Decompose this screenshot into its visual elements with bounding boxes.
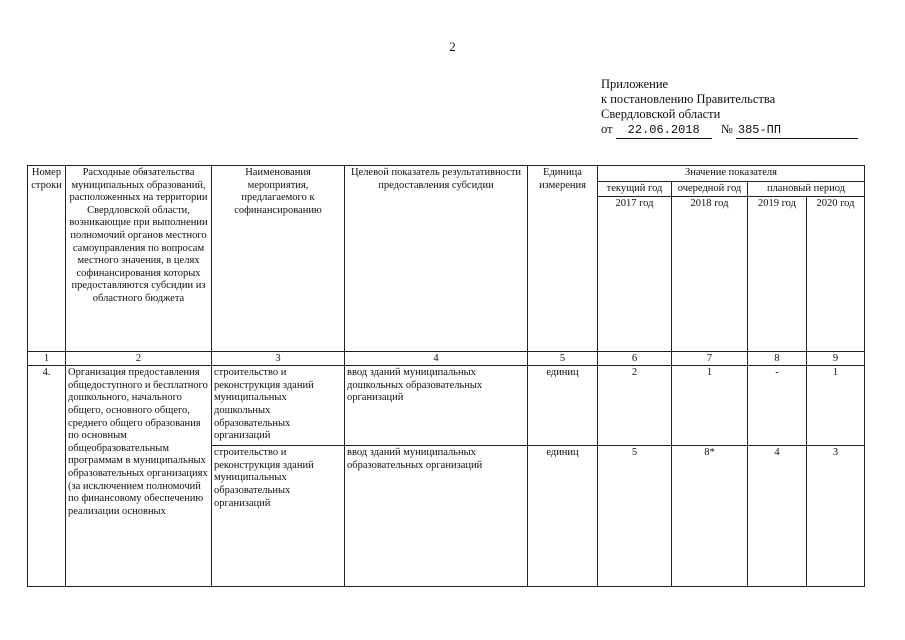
value-2018: 8* — [672, 446, 748, 587]
value-2018: 1 — [672, 366, 748, 446]
appendix-title: Приложение — [601, 77, 669, 91]
from-label: от — [601, 122, 613, 136]
table-row — [28, 366, 865, 446]
col-number: 4 — [345, 352, 528, 366]
appendix-date: 22.06.2018 — [616, 123, 712, 139]
col-number: 1 — [28, 352, 66, 366]
target-indicator: ввод зданий муниципальных образовательных организаций — [345, 446, 528, 587]
col-number: 7 — [672, 352, 748, 366]
header-plan-period: плановый период — [748, 181, 865, 197]
appendix-resolution: к постановлению Правительства — [601, 92, 776, 106]
page-number: 2 — [449, 39, 456, 54]
event-name: строительство и реконструкция зданий муниципальных дошкольных образовательных организаций — [212, 366, 345, 446]
col-number: 9 — [807, 352, 865, 366]
col-number: 2 — [66, 352, 212, 366]
header-current-year: текущий год — [598, 181, 672, 197]
header-2018: 2018 год — [672, 197, 748, 352]
event-name: строительство и реконструкция зданий муниципальных образовательных организаций — [212, 446, 345, 587]
col-number: 3 — [212, 352, 345, 366]
header-unit: Единица измерения — [528, 166, 598, 352]
value-2019: - — [748, 366, 807, 446]
obligation-text: Организация предоставления общедоступного и бесплатного дошкольного, начального общего, основного общего, среднего общего образования по основным общеобразовательным программам в муниципальных образовательных организациях (за исключением полномочий по финансовому обеспечению реализации основных — [66, 366, 212, 587]
header-obligations: Расходные обязательства муниципальных образований, расположенных на территории Свердловской области, возникающие при выполнении полномочий органов местного самоуправления по вопросам местного значения, в целях софинансирования которых предоставляются субсидии из областного бюджета — [66, 166, 212, 352]
appendix-stamp — [601, 77, 858, 139]
value-2017: 2 — [598, 366, 672, 446]
appendix-date-line — [601, 122, 858, 139]
header-2019: 2019 год — [748, 197, 807, 352]
row-number: 4. — [28, 366, 66, 587]
header-value-group: Значение показателя — [598, 166, 865, 182]
number-label: № — [720, 122, 733, 136]
value-2020: 1 — [807, 366, 865, 446]
col-number: 5 — [528, 352, 598, 366]
header-2017: 2017 год — [598, 197, 672, 352]
value-2017: 5 — [598, 446, 672, 587]
appendix-region: Свердловской области — [601, 107, 721, 121]
header-event-name: Наименования мероприятия, предлагаемого к софинансированию — [212, 166, 345, 352]
header-target: Целевой показатель результативности предоставления субсидии — [345, 166, 528, 352]
column-number-row — [28, 352, 865, 366]
header-row-1 — [28, 166, 865, 182]
target-indicator: ввод зданий муниципальных дошкольных образовательных организаций — [345, 366, 528, 446]
header-2020: 2020 год — [807, 197, 865, 352]
header-row-no: Номер строки — [28, 166, 66, 352]
subsidy-table — [27, 165, 865, 587]
value-2020: 3 — [807, 446, 865, 587]
value-2019: 4 — [748, 446, 807, 587]
unit: единиц — [528, 446, 598, 587]
appendix-number: 385-ПП — [736, 123, 858, 139]
header-next-year: очередной год — [672, 181, 748, 197]
col-number: 6 — [598, 352, 672, 366]
col-number: 8 — [748, 352, 807, 366]
unit: единиц — [528, 366, 598, 446]
